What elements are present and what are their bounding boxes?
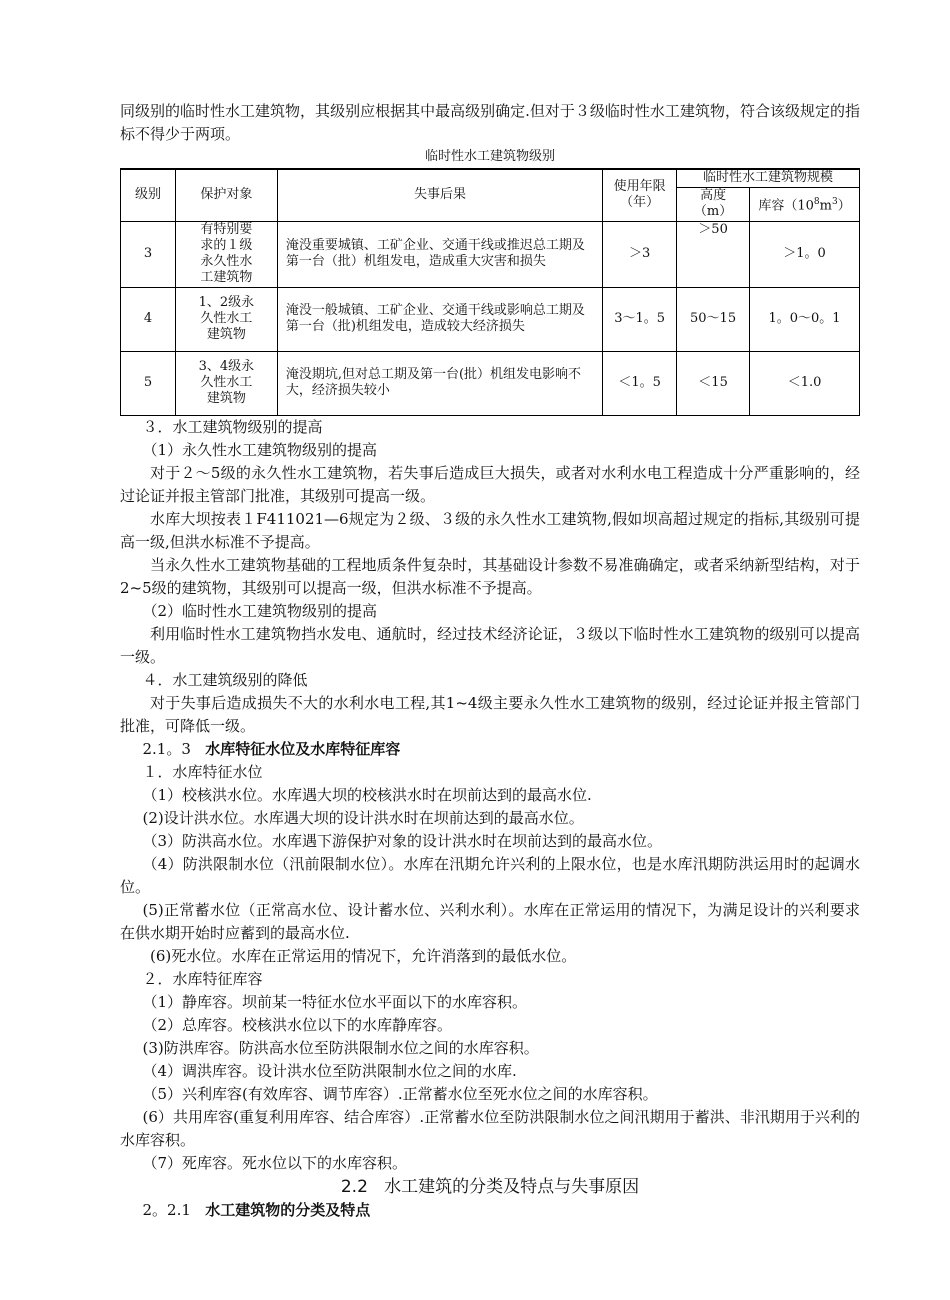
cell-level: 3	[121, 221, 176, 287]
cell-capacity: ＜1.0	[750, 351, 860, 415]
section-heading: ４．水工建筑级别的降低	[142, 670, 308, 689]
paragraph: 利用临时性水工建筑物挡水发电、通航时，经过技术经济论证，３级以下临时性水工建筑物的级别可以提高一级。	[120, 624, 860, 666]
list-item: （5）兴利库容(有效库容、调节库容）.正常蓄水位至死水位之间的水库容积。	[142, 1084, 658, 1103]
list-item: （1）静库容。坝前某一特征水位水平面以下的水库容积。	[142, 992, 528, 1011]
section-2-1-3-heading: 2.1。3 水库特征水位及水库特征库容	[142, 739, 401, 758]
header-years: 使用年限（年）	[603, 169, 677, 221]
list-item: （1）校核洪水位。水库遇大坝的校核洪水时在坝前达到的最高水位.	[142, 785, 592, 804]
section-2-2-1-heading: 2。2.1 水工建筑物的分类及特点	[142, 1200, 371, 1219]
paragraph: 水库大坝按表１F411021—6规定为２级、３级的永久性水工建筑物,假如坝高超过规定的指标,其级别可提高一级,但洪水标准不予提高。	[120, 509, 860, 551]
cell-years: 3～1。5	[603, 287, 677, 351]
cell-consequence: 淹没期坑,但对总工期及第一台(批）机组发电影响不大，经济损失较小	[277, 351, 602, 415]
cell-object: 3、4级永久性水工建筑物	[175, 351, 277, 415]
table-row	[121, 221, 860, 287]
subsection-heading: （2）临时性水工建筑物级别的提高	[142, 601, 378, 620]
cell-height: ＜15	[677, 351, 750, 415]
cell-object: 有特别要求的１级永久性水工建筑物	[175, 221, 277, 287]
cell-level: 5	[121, 351, 176, 415]
table-row	[121, 287, 860, 351]
table-caption: 临时性水工建筑物级别	[424, 149, 555, 164]
subsection-heading: （1）永久性水工建筑物级别的提高	[142, 440, 378, 459]
intro-paragraph: 同级别的临时性水工建筑物，其级别应根据其中最高级别确定.但对于３级临时性水工建筑物，符合该级规定的指标不得少于两项。	[120, 102, 860, 143]
section-heading: ３．水工建筑物级别的提高	[142, 417, 323, 436]
header-level: 级别	[121, 169, 176, 221]
list-item: (6)死水位。水库在正常运用的情况下，允许消落到的最低水位。	[150, 946, 577, 965]
section-2-2-heading: 2.2 水工建筑的分类及特点与失事原因	[340, 1176, 640, 1197]
list-item: (2)设计洪水位。水库遇大坝的设计洪水时在坝前达到的最高水位。	[142, 808, 584, 827]
table-row	[121, 351, 860, 415]
section-heading: １．水库特征水位	[142, 762, 263, 781]
cell-height: ＞50	[677, 221, 750, 287]
cell-height: 50～15	[677, 287, 750, 351]
list-item: （4）调洪库容。设计洪水位至防洪限制水位之间的水库.	[142, 1061, 517, 1080]
cell-level: 4	[121, 287, 176, 351]
list-item: (5)正常蓄水位（正常高水位、设计蓄水位、兴利水利）。水库在正常运用的情况下，为满足设计的兴利要求在供水期开始时应蓄到的最高水位.	[120, 900, 860, 942]
header-capacity: 库容$(10^8m^3)$	[750, 187, 860, 221]
cell-consequence: 淹没一般城镇、工矿企业、交通干线或影响总工期及第一台（批)机组发电，造成较大经济损失	[277, 287, 602, 351]
list-item: (6）共用库容(重复利用库容、结合库容）.正常蓄水位至防洪限制水位之间汛期用于蓄洪、非汛期用于兴利的水库容积。	[120, 1107, 860, 1149]
temporary-structure-level-table	[120, 168, 860, 416]
cell-object: 1、2级永久性水工建筑物	[175, 287, 277, 351]
cell-capacity: ＞1。0	[750, 221, 860, 287]
list-item: （2）总库容。校核洪水位以下的水库静库容。	[142, 1015, 453, 1034]
document-page	[120, 100, 860, 1222]
paragraph: 对于失事后造成损失不大的水利水电工程,其1~4级主要永久性水工建筑物的级别，经过论证并报主管部门批准，可降低一级。	[120, 693, 860, 735]
section-heading: ２．水库特征库容	[142, 969, 263, 988]
paragraph: 当永久性水工建筑物基础的工程地质条件复杂时，其基础设计参数不易准确确定，或者采纳新型结构，对于2~5级的建筑物，其级别可以提高一级，但洪水标准不予提高。	[120, 555, 860, 597]
header-height: 高度（m）	[677, 187, 750, 221]
list-item: (3)防洪库容。防洪高水位至防洪限制水位之间的水库容积。	[142, 1038, 539, 1057]
paragraph: 对于２～5级的永久性水工建筑物，若失事后造成巨大损失，或者对水利水电工程造成十分严重影响的，经过论证并报主管部门批准，其级别可提高一级。	[120, 463, 860, 505]
list-item: （7）死库容。死水位以下的水库容积。	[142, 1153, 408, 1172]
header-consequence: 失事后果	[277, 169, 602, 221]
cell-consequence: 淹没重要城镇、工矿企业、交通干线或推迟总工期及第一台（批）机组发电，造成重大灾害和损失	[277, 221, 602, 287]
cell-years: ＞3	[603, 221, 677, 287]
list-item: （4）防洪限制水位（汛前限制水位）。水库在汛期允许兴利的上限水位，也是水库汛期防洪运用时的起调水位。	[120, 854, 860, 896]
header-object: 保护对象	[175, 169, 277, 221]
list-item: （3）防洪高水位。水库遇下游保护对象的设计洪水时在坝前达到的最高水位。	[142, 831, 663, 850]
cell-capacity: 1。0～0。1	[750, 287, 860, 351]
header-scale: 临时性水工建筑物规模	[677, 169, 860, 187]
cell-years: ＜1。5	[603, 351, 677, 415]
